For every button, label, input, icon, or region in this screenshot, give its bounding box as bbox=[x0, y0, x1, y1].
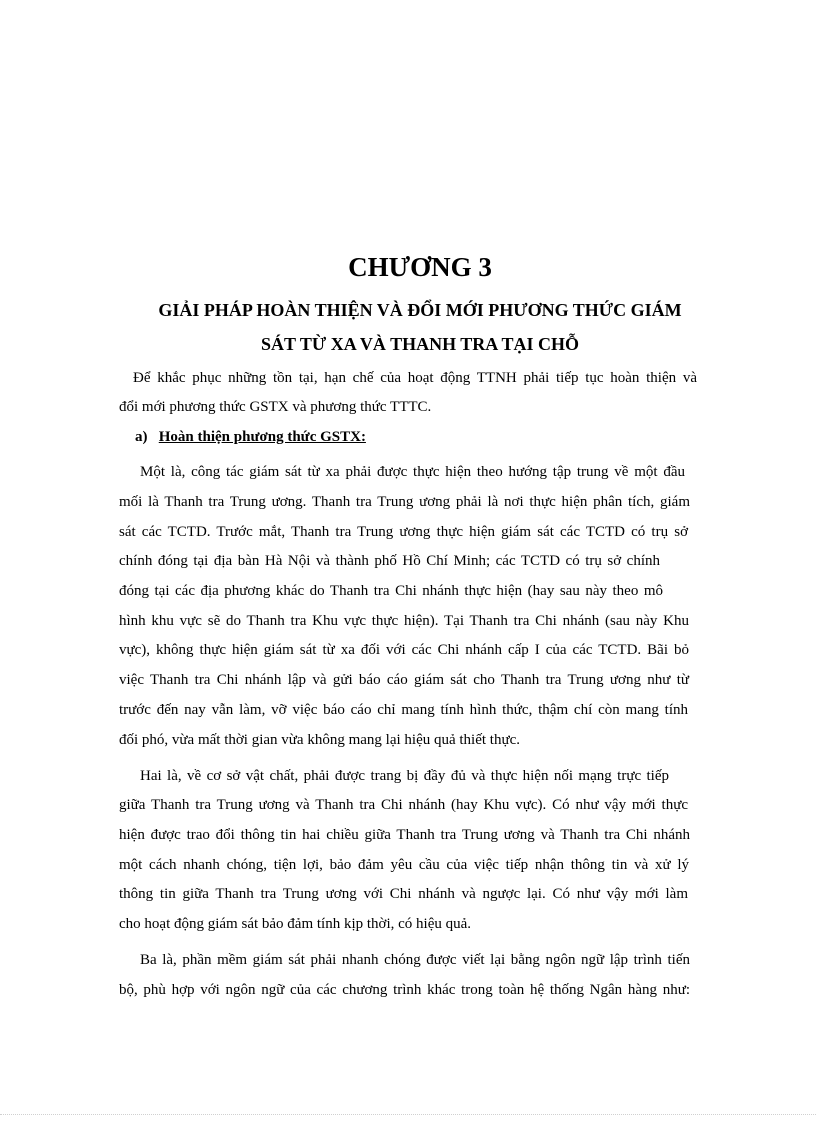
intro-line-2: đổi mới phương thức GSTX và phương thức TTTC. bbox=[119, 399, 432, 415]
paragraph-1-line-8: việc Thanh tra Chi nhánh lập và gửi báo cáo giám sát cho Thanh tra Trung ương như từ bbox=[119, 672, 689, 688]
paragraph-1-line-2: mối là Thanh tra Trung ương. Thanh tra Trung ương phải là nơi thực hiện phân tích, giám bbox=[119, 494, 690, 510]
paragraph-2-line-3: hiện được trao đổi thông tin hai chiều giữa Thanh tra Trung ương và Thanh tra Chi nhánh bbox=[119, 827, 690, 843]
paragraph-1-line-7: vực), không thực hiện giám sát từ xa đối với các Chi nhánh cấp I của các TCTD. Bãi bỏ bbox=[119, 642, 689, 658]
paragraph-2-line-4: một cách nhanh chóng, tiện lợi, bảo đảm yêu cầu của việc tiếp nhận thông tin và xử lý bbox=[119, 857, 689, 873]
paragraph-1-line-6: hình khu vực sẽ do Thanh tra Khu vực thực hiện). Tại Thanh tra Chi nhánh (sau này Khu bbox=[119, 613, 689, 629]
paragraph-1-line-3: sát các TCTD. Trước mắt, Thanh tra Trung ương thực hiện giám sát các TCTD có trụ sở bbox=[119, 524, 688, 540]
chapter-subtitle-line-1: GIẢI PHÁP HOÀN THIỆN VÀ ĐỔI MỚI PHƯƠNG THỨC GIÁM bbox=[158, 300, 682, 320]
section-a-marker: a) bbox=[135, 429, 148, 445]
paragraph-1-line-1: Một là, công tác giám sát từ xa phải được thực hiện theo hướng tập trung về một đầu bbox=[140, 464, 685, 480]
chapter-title: CHƯƠNG 3 bbox=[348, 252, 492, 282]
paragraph-2-line-6: cho hoạt động giám sát bảo đảm tính kịp thời, có hiệu quả. bbox=[119, 916, 472, 932]
paragraph-3-line-1: Ba là, phần mềm giám sát phải nhanh chóng được viết lại bằng ngôn ngữ lập trình tiến bbox=[140, 952, 690, 968]
chapter-subtitle-line-2: SÁT TỪ XA VÀ THANH TRA TẠI CHỖ bbox=[261, 334, 579, 354]
paragraph-1-line-5: đóng tại các địa phương khác do Thanh tra Chi nhánh thực hiện (hay sau này theo mô bbox=[119, 583, 663, 599]
section-a-heading bbox=[135, 428, 366, 446]
paragraph-1-line-4: chính đóng tại địa bàn Hà Nội và thành phố Hồ Chí Minh; các TCTD có trụ sở chính bbox=[119, 553, 660, 569]
intro-line-1: Để khắc phục những tồn tại, hạn chế của hoạt động TTNH phải tiếp tục hoàn thiện và bbox=[133, 370, 697, 386]
paragraph-2-line-1: Hai là, về cơ sở vật chất, phải được trang bị đầy đủ và thực hiện nối mạng trực tiếp bbox=[140, 768, 669, 784]
section-a-label: Hoàn thiện phương thức GSTX: bbox=[158, 429, 366, 445]
paragraph-1-line-9: trước đến nay vẫn làm, vỡ việc báo cáo chỉ mang tính hình thức, thậm chí còn mang tính bbox=[119, 702, 688, 718]
paragraph-2-line-2: giữa Thanh tra Trung ương và Thanh tra Chi nhánh (hay Khu vực). Có như vậy mới thực bbox=[119, 797, 688, 813]
page-bottom-rule bbox=[0, 1114, 816, 1115]
paragraph-2-line-5: thông tin giữa Thanh tra Trung ương với Chi nhánh và ngược lại. Có như vậy mới làm bbox=[119, 886, 688, 902]
paragraph-1-line-10: đối phó, vừa mất thời gian vừa không mang lại hiệu quả thiết thực. bbox=[119, 732, 520, 748]
paragraph-3-line-2: bộ, phù hợp với ngôn ngữ của các chương trình khác trong toàn hệ thống Ngân hàng như: bbox=[119, 982, 690, 998]
